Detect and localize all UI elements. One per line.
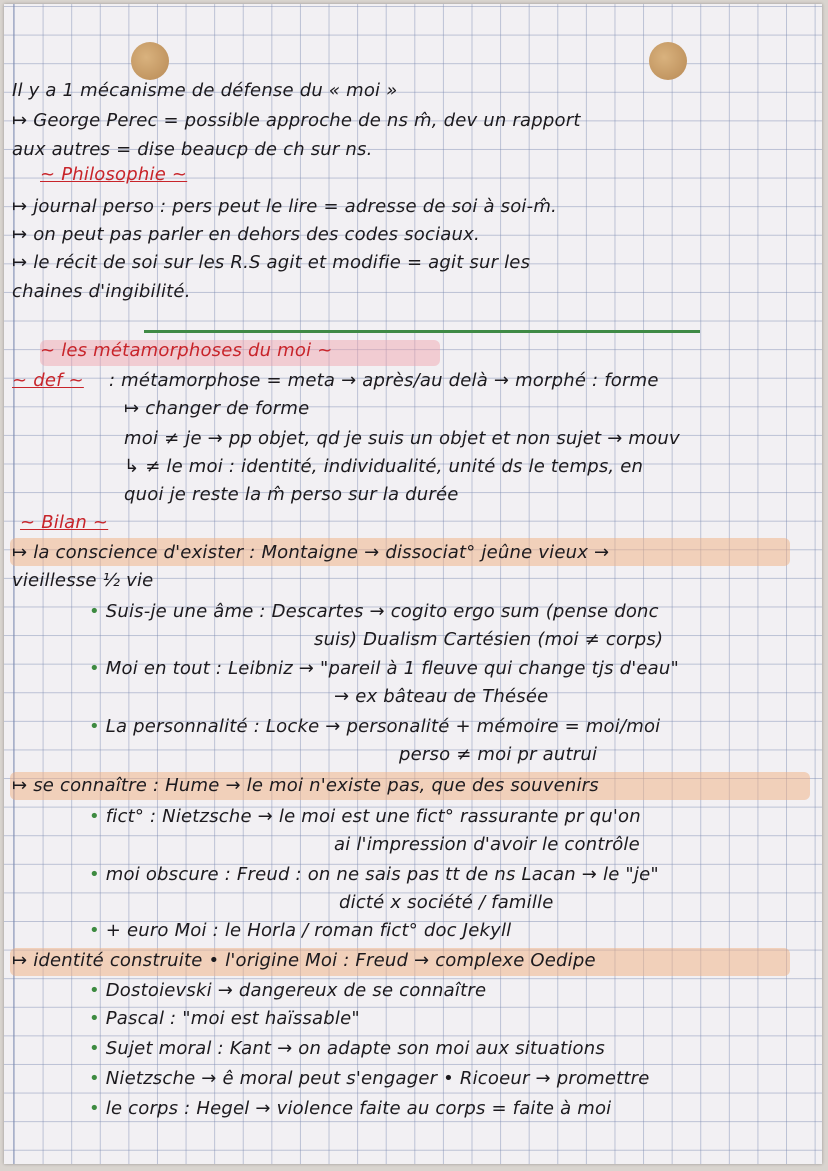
bullet-text: La personnalité : Locke → personalité + mémoire = moi/moi [105, 716, 661, 737]
note-line: ↦ changer de forme [124, 398, 310, 419]
heading-metamorphoses: ~ les métamorphoses du moi ~ [40, 340, 333, 361]
note-line: perso ≠ moi pr autrui [399, 744, 598, 765]
bullet-icon: • [89, 920, 100, 941]
note-line: ↦ on peut pas parler en dehors des codes sociaux. [12, 224, 480, 245]
bullet-icon: • [89, 658, 100, 679]
note-line: ↦ identité construite • l'origine Moi : Freud → complexe Oedipe [12, 950, 596, 971]
heading-def: ~ def ~ [12, 370, 84, 391]
bullet-item [89, 864, 659, 885]
punch-hole-left [131, 42, 169, 80]
bullet-icon: • [89, 1068, 100, 1089]
bullet-item [89, 716, 660, 737]
bullet-text: le corps : Hegel → violence faite au corps = faite à moi [105, 1098, 612, 1119]
punch-hole-right [649, 42, 687, 80]
bullet-item [89, 601, 659, 622]
bullet-icon: • [89, 1038, 100, 1059]
bullet-icon: • [89, 864, 100, 885]
note-line: ↦ se connaître : Hume → le moi n'existe pas, que des souvenirs [12, 775, 599, 796]
bullet-icon: • [89, 1098, 100, 1119]
bullet-text: Nietzsche → ê moral peut s'engager • Ricoeur → promettre [105, 1068, 650, 1089]
note-line: vieillesse ½ vie [12, 570, 154, 591]
heading-bilan: ~ Bilan ~ [20, 512, 109, 533]
note-line: : métamorphose = meta → après/au delà → morphé : forme [109, 370, 659, 391]
note-line: aux autres = dise beaucp de ch sur ns. [12, 139, 373, 160]
note-line: ↦ le récit de soi sur les R.S agit et modifie = agit sur les [12, 252, 531, 273]
bullet-text: Pascal : "moi est haïssable" [105, 1008, 360, 1029]
note-line: ↳ ≠ le moi : identité, individualité, unité ds le temps, en [124, 456, 644, 477]
bullet-icon: • [89, 806, 100, 827]
note-line: ai l'impression d'avoir le contrôle [334, 834, 640, 855]
bullet-text: moi obscure : Freud : on ne sais pas tt de ns Lacan → le "je" [105, 864, 659, 885]
note-line: quoi je reste la m̂ perso sur la durée [124, 484, 459, 505]
notebook-page [4, 4, 822, 1164]
bullet-item [89, 1068, 650, 1089]
section-divider [144, 330, 700, 333]
bullet-text: Suis-je une âme : Descartes → cogito ergo sum (pense donc [105, 601, 659, 622]
note-line: ↦ George Perec = possible approche de ns m̂, dev un rapport [12, 110, 581, 131]
bullet-item [89, 1038, 605, 1059]
bullet-text: Moi en tout : Leibniz → "pareil à 1 fleuve qui change tjs d'eau" [105, 658, 679, 679]
note-line: → ex bâteau de Thésée [334, 686, 549, 707]
bullet-item [89, 980, 486, 1001]
bullet-item [89, 920, 511, 941]
note-line: ↦ journal perso : pers peut le lire = adresse de soi à soi-m̂. [12, 196, 557, 217]
note-line: Il y a 1 mécanisme de défense du « moi » [12, 80, 398, 101]
bullet-icon: • [89, 1008, 100, 1029]
note-line: chaines d'ingibilité. [12, 281, 191, 302]
bullet-text: Dostoievski → dangereux de se connaître [105, 980, 487, 1001]
bullet-text: Sujet moral : Kant → on adapte son moi aux situations [105, 1038, 605, 1059]
note-line: dicté x société / famille [339, 892, 554, 913]
bullet-text: fict° : Nietzsche → le moi est une fict° rassurante pr qu'on [105, 806, 641, 827]
note-line: suis) Dualism Cartésien (moi ≠ corps) [314, 629, 664, 650]
bullet-icon: • [89, 980, 100, 1001]
note-line: ↦ la conscience d'exister : Montaigne → dissociat° jeûne vieux → [12, 542, 610, 563]
bullet-item [89, 658, 679, 679]
bullet-icon: • [89, 601, 100, 622]
bullet-item [89, 1008, 360, 1029]
note-line: moi ≠ je → pp objet, qd je suis un objet et non sujet → mouv [124, 428, 680, 449]
bullet-icon: • [89, 716, 100, 737]
bullet-text: + euro Moi : le Horla / roman fict° doc Jekyll [105, 920, 512, 941]
bullet-item [89, 1098, 611, 1119]
bullet-item [89, 806, 641, 827]
heading-philosophie: ~ Philosophie ~ [40, 164, 188, 185]
